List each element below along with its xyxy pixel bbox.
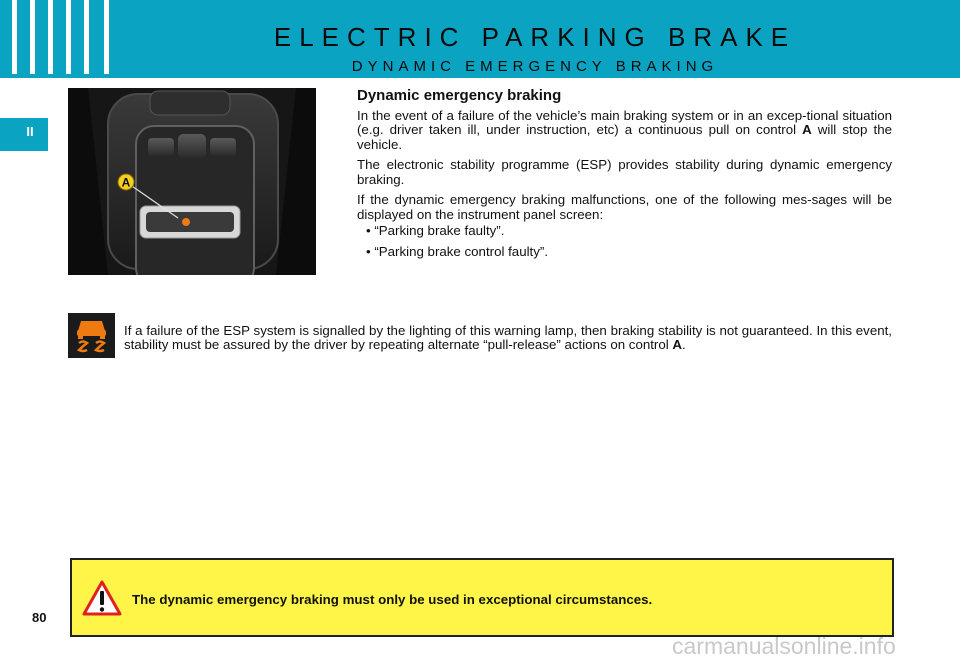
esp-warning-lamp bbox=[68, 313, 115, 358]
header-band bbox=[0, 0, 960, 78]
header-stripe bbox=[66, 0, 71, 74]
header-stripe bbox=[12, 0, 17, 74]
esp-skid-icon bbox=[68, 313, 115, 358]
header-stripe bbox=[30, 0, 35, 74]
page-subtitle: DYNAMIC EMERGENCY BRAKING bbox=[351, 58, 719, 75]
header-stripe bbox=[104, 0, 109, 74]
paragraph-3: If the dynamic emergency braking malfunctions, one of the following mes-sages will be displayed on the instrument panel screen: bbox=[357, 192, 892, 222]
bullet-item: • “Parking brake faulty”. bbox=[366, 223, 505, 238]
header-stripe bbox=[84, 0, 89, 74]
paragraph-1: In the event of a failure of the vehicle’s main braking system or in an excep-tional situation (e.g. driver taken ill, under instruction, etc) a continuous pull on control A will stop the vehicle. bbox=[357, 107, 892, 152]
control-a-indicator bbox=[182, 218, 190, 226]
page-title: ELECTRIC PARKING BRAKE bbox=[273, 22, 797, 52]
console-photo bbox=[68, 88, 316, 275]
section-heading: Dynamic emergency braking bbox=[357, 87, 562, 104]
section-tab bbox=[0, 118, 48, 151]
esp-note: If a failure of the ESP system is signalled by the lighting of this warning lamp, then braking stability is not guaranteed. In this event, stability must be assured by the driver by repeating alternate “pull-release” actions on control A. bbox=[124, 323, 892, 352]
bullet-item: • “Parking brake control faulty”. bbox=[366, 243, 549, 259]
header-stripe bbox=[48, 0, 53, 74]
callout-a-label: A bbox=[121, 175, 131, 190]
section-tab-label: II bbox=[26, 124, 34, 139]
main-text bbox=[357, 89, 892, 265]
warning-triangle-icon bbox=[82, 580, 122, 616]
watermark: carmanualsonline.info bbox=[672, 633, 896, 659]
paragraph-2: The electronic stability programme (ESP) provides stability during dynamic emergency braking. bbox=[357, 157, 892, 187]
page-number: 80 bbox=[32, 610, 47, 625]
console-illustration bbox=[68, 88, 316, 275]
caution-text: The dynamic emergency braking must only be used in exceptional circumstances. bbox=[132, 592, 653, 607]
caution-box bbox=[70, 558, 894, 637]
